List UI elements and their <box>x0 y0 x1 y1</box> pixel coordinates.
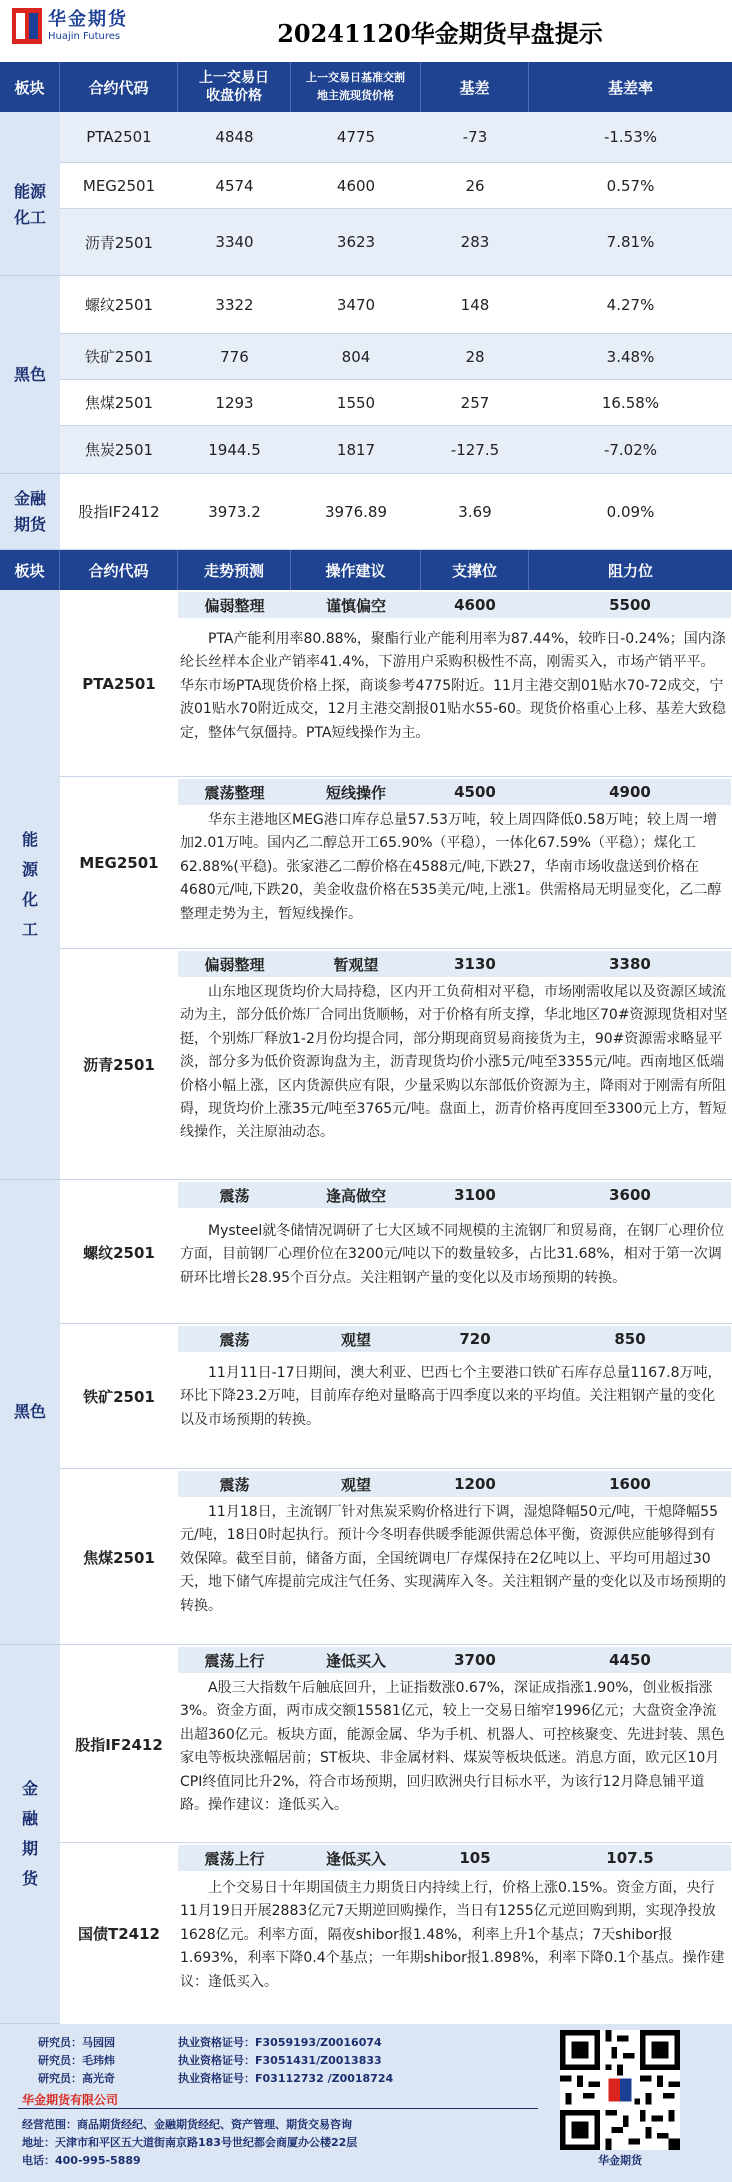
logo-text-en: Huajin Futures <box>48 31 121 42</box>
researcher-cert: 执业资格证号：F03112732 /Z0018724 <box>178 2072 394 2085</box>
table-row <box>60 209 732 276</box>
close-price: 1944.5 <box>208 440 261 459</box>
spot-price: 3470 <box>336 295 376 314</box>
qr-code-icon <box>560 2030 680 2150</box>
basis-sector-energy: 能源 化工 <box>0 134 60 276</box>
operation-advice: 逢低买入 <box>325 1651 386 1670</box>
basis-rate: -1.53% <box>603 128 658 146</box>
resistance-level: 1600 <box>609 1475 651 1493</box>
company-phone: 电话：400-995-5889 <box>22 2154 141 2167</box>
trend-prediction: 偏弱整理 <box>204 596 265 615</box>
header-cell-basis-rate: 基差率 <box>607 78 653 97</box>
operation-advice: 逢高做空 <box>325 1186 386 1205</box>
close-price: 3340 <box>215 233 254 251</box>
trend-prediction: 震荡 <box>219 1475 250 1494</box>
analysis-text: A股三大指数午后触底回升，上证指数涨0.67%，深证成指涨1.90%，创业板指涨3%。资金方面，两市成交额15581亿元，较上一交易日缩窄1996亿元；大盘资金净流出超360亿元。板块方面，能源金属、华为手机、机器人、可控核聚变、先进封装、黑色家电等板块涨幅居前；ST板块、非金属材料、煤炭等板块低迷。消息方面，欧元区10月CPI终值同比升2%，符合市场预期，回归欧洲央行目标水平，为该行12月降息铺平道路。操作建议：逢低买入。 <box>180 1680 725 1814</box>
basis-rate: 3.48% <box>606 347 655 366</box>
outlook-sector-ferrous: 黑色 <box>0 1180 60 1645</box>
qr-label: 华金期货 <box>598 2154 642 2167</box>
table-row <box>60 380 732 426</box>
support-level: 3700 <box>454 1651 496 1669</box>
table-row <box>60 426 732 474</box>
basis-table-header <box>0 62 732 112</box>
outlook-sector-finance: 金 融 期 货 <box>0 1645 60 2024</box>
close-price: 4848 <box>215 128 254 146</box>
page-title: 20241120华金期货早盘提示 <box>277 19 603 48</box>
header-cell-basis: 基差 <box>421 62 529 112</box>
basis-rate: 16.58% <box>601 393 660 412</box>
resistance-level: 850 <box>614 1330 646 1348</box>
spot-price: 3623 <box>336 233 376 251</box>
support-level: 4600 <box>454 596 496 614</box>
resistance-level: 5500 <box>609 596 651 614</box>
contract-code: 国债T2412 <box>78 1925 160 1943</box>
contract-code: 焦煤2501 <box>83 1548 155 1567</box>
header-cell-resistance: 阻力位 <box>607 561 653 580</box>
outlook-item-iron-ore <box>60 1324 732 1469</box>
contract-code: 焦炭2501 <box>84 441 154 459</box>
operation-advice: 短线操作 <box>325 783 386 802</box>
trend-prediction: 震荡 <box>219 1186 250 1205</box>
table-row <box>60 163 732 209</box>
outlook-item-t <box>60 1843 732 2024</box>
header-cell-code: 合约代码 <box>60 62 178 112</box>
header-cell-sector: 板块 <box>0 550 60 590</box>
analysis-text: Mysteel就冬储情况调研了七大区域不同规模的主流钢厂和贸易商，在钢厂心理价位方面，目前钢厂心理价位在3200元/吨以下的数量较多，占比31.68%，相对于第一次调研环比增长28.95个百分点。关注粗钢产量的变化以及市场预期的转换。 <box>180 1223 725 1286</box>
spot-price: 1817 <box>336 440 376 459</box>
company-name: 华金期货有限公司 <box>22 2093 119 2107</box>
resistance-level: 107.5 <box>606 1849 654 1867</box>
contract-code: PTA2501 <box>82 674 156 693</box>
basis-rate: 0.09% <box>606 502 655 521</box>
company-address: 地址：天津市和平区五大道街南京路183号世纪都会商厦办公楼22层 <box>22 2136 358 2149</box>
spot-price: 804 <box>341 347 371 366</box>
prediction-row <box>178 1647 731 1673</box>
analysis-text: 华东主港地区MEG港口库存总量57.53万吨，较上周四降低0.58万吨；较上周一增加2.01万吨。国内乙二醇总开工65.90%（平稳），一体化67.59%（平稳）；煤化工62.88%(平稳)。张家港乙二醇价格在4588元/吨,下跌27，华南市场收盘送到价格在4680元/吨,下跌20，美金收盘价格在535美元/吨,上涨1。供需格局无明显变化，乙二醇整理走势为主，暂短线操作。 <box>180 812 722 922</box>
outlook-item-meg <box>60 777 732 949</box>
trend-prediction: 震荡上行 <box>204 1651 265 1670</box>
close-price: 776 <box>220 347 249 366</box>
business-scope: 经营范围：商品期货经纪、金融期货经纪、资产管理、期货交易咨询 <box>22 2118 352 2131</box>
trend-prediction: 震荡整理 <box>204 783 265 802</box>
researcher-cert: 执业资格证号：F3059193/Z0016074 <box>178 2036 382 2049</box>
contract-code: 铁矿2501 <box>84 348 154 366</box>
analysis-text: 11月18日，主流钢厂针对焦炭采购价格进行下调，湿熄降幅50元/吨，干熄降幅55元/吨，18日0时起执行。预计今冬明春供暖季能源供需总体平衡，资源供应能够得到有效保障。截至目前，储备方面，全国统调电厂存煤保持在2亿吨以上、平均可用超过30天，地下储气库提前完成注气任务、实现满库入冬。关注粗钢产量的变化以及市场预期的转换。 <box>180 1504 726 1614</box>
table-row <box>60 276 732 334</box>
contract-code: 沥青2501 <box>84 233 154 252</box>
outlook-item-coking-coal <box>60 1469 732 1645</box>
resistance-level: 4900 <box>609 783 651 801</box>
basis-value: 28 <box>465 347 485 366</box>
contract-code: MEG2501 <box>82 176 156 195</box>
spot-price: 4600 <box>336 176 376 195</box>
contract-code: 股指IF2412 <box>78 503 160 521</box>
operation-advice: 谨慎偏空 <box>325 596 386 615</box>
header <box>0 0 732 62</box>
basis-rate: 4.27% <box>606 295 655 314</box>
support-level: 4500 <box>454 783 496 801</box>
close-price: 1293 <box>215 393 254 412</box>
header-cell-trend: 走势预测 <box>178 550 291 590</box>
resistance-level: 4450 <box>609 1651 651 1669</box>
table-row <box>60 334 732 380</box>
prediction-row <box>178 1845 731 1871</box>
table-row <box>60 474 732 550</box>
basis-sector-finance: 金融 期货 <box>0 474 60 550</box>
researcher-name: 研究员：高光奇 <box>38 2072 115 2085</box>
close-price: 3322 <box>215 295 254 314</box>
basis-value: 148 <box>460 295 490 314</box>
resistance-level: 3380 <box>609 955 651 973</box>
basis-rate: 0.57% <box>606 176 655 195</box>
basis-value: -73 <box>462 128 488 146</box>
analysis-text: 11月11日-17日期间，澳大利亚、巴西七个主要港口铁矿石库存总量1167.8万吨，环比下降23.2万吨，目前库存绝对量略高于四季度以来的平均值。关注粗钢产量的变化以及市场预期的转换。 <box>180 1365 722 1428</box>
outlook-item-pta <box>60 590 732 777</box>
support-level: 3100 <box>454 1186 496 1204</box>
operation-advice: 暂观望 <box>333 955 379 974</box>
researcher-name: 研究员：马园园 <box>38 2036 115 2049</box>
table-row <box>60 112 732 163</box>
contract-code: PTA2501 <box>86 128 152 146</box>
support-level: 3130 <box>454 955 496 973</box>
spot-price: 4775 <box>336 128 376 146</box>
analysis-text: PTA产能利用率80.88%，聚酯行业产能利用率为87.44%，较昨日-0.24%；国内涤纶长丝样本企业产销率41.4%，下游用户采购积极性不高，刚需买入，市场产销平平。华东市场PTA现货价格上探，商谈参考4775附近。11月主港交割01贴水70-72成交，宁波01贴水70附近成交，12月主港交割报01贴水55-60。现货价格重心上移、基差大致稳定，整体气氛僵持。PTA短线操作为主。 <box>180 631 726 741</box>
spot-price: 3976.89 <box>324 502 388 521</box>
header-cell-spot: 上一交易日基准交割 地主流现货价格 <box>291 62 421 112</box>
contract-code: 螺纹2501 <box>83 1243 155 1262</box>
analysis-text: 山东地区现货均价大局持稳，区内开工负荷相对平稳，市场刚需收尾以及资源区域流动为主，部分低价炼厂合同出货顺畅，对于价格有所支撑，华北地区70#资源现货相对坚挺，个别炼厂释放1-2月份均提合同，部分期现商贸易商接货为主，90#资源需求略显平淡，部分多为低价资源询盘为主，沥青现货均价小涨5元/吨至3355元/吨。西南地区低端价格小幅上涨，区内货源供应有限，少量采购以东部低价资源为主，降雨对于刚需有所阻碍，现货均价上涨35元/吨至3765元/吨。盘面上，沥青价格再度回至3300元上方，暂短线操作，关注原油动态。 <box>180 984 728 1141</box>
operation-advice: 观望 <box>340 1475 371 1494</box>
contract-code: 铁矿2501 <box>83 1388 155 1406</box>
researcher-name: 研究员：毛玮炜 <box>38 2054 115 2067</box>
support-level: 720 <box>459 1330 491 1348</box>
close-price: 4574 <box>215 176 254 195</box>
prediction-row <box>178 779 731 805</box>
support-level: 1200 <box>454 1475 496 1493</box>
outlook-item-bitumen <box>60 949 732 1180</box>
basis-value: 26 <box>465 176 485 195</box>
operation-advice: 逢低买入 <box>325 1849 386 1868</box>
trend-prediction: 震荡 <box>219 1330 250 1349</box>
contract-code: 股指IF2412 <box>75 1735 163 1754</box>
header-cell-close: 上一交易日 收盘价格 <box>178 62 291 112</box>
prediction-row <box>178 1182 731 1208</box>
trend-prediction: 偏弱整理 <box>204 955 265 974</box>
prediction-row <box>178 1326 731 1352</box>
outlook-item-rebar <box>60 1180 732 1324</box>
outlook-item-if <box>60 1645 732 1843</box>
support-level: 105 <box>459 1849 491 1867</box>
contract-code: 螺纹2501 <box>84 296 154 314</box>
logo-text-cn: 华金期货 <box>48 9 128 30</box>
logo <box>12 8 128 44</box>
prediction-row <box>178 592 731 618</box>
basis-value: -127.5 <box>450 440 500 459</box>
huajin-logo-icon <box>12 8 42 44</box>
header-cell-sector: 板块 <box>0 62 60 112</box>
basis-value: 283 <box>460 233 490 251</box>
basis-value: 257 <box>460 393 490 412</box>
spot-price: 1550 <box>336 393 376 412</box>
prediction-row <box>178 1471 731 1497</box>
basis-value: 3.69 <box>458 502 492 521</box>
header-cell-advice: 操作建议 <box>291 550 421 590</box>
prediction-row <box>178 951 731 977</box>
researcher-cert: 执业资格证号：F3051431/Z0013833 <box>178 2054 382 2067</box>
analysis-text: 上个交易日十年期国债主力期货日内持续上行，价格上涨0.15%。资金方面，央行11月19日开展2883亿元7天期逆回购操作，当日有1255亿元逆回购到期，实现净投放1628亿元。利率方面，隔夜shibor报1.48%，利率上升1个基点；7天shibor报1.693%，利率下降0.4个基点；一年期shibor报1.898%，利率下降0.1个基点。操作建议：逢低买入。 <box>180 1880 725 1990</box>
outlook-sector-energy: 能 源 化 工 <box>0 590 60 1180</box>
contract-code: 沥青2501 <box>83 1056 155 1074</box>
resistance-level: 3600 <box>609 1186 651 1204</box>
basis-rate: 7.81% <box>606 233 655 251</box>
operation-advice: 观望 <box>340 1330 371 1349</box>
basis-rate: -7.02% <box>603 440 658 459</box>
contract-code: MEG2501 <box>79 854 159 872</box>
trend-prediction: 震荡上行 <box>204 1849 265 1868</box>
outlook-table-header <box>0 550 732 590</box>
header-cell-code: 合约代码 <box>60 550 178 590</box>
header-cell-support: 支撑位 <box>421 550 529 590</box>
close-price: 3973.2 <box>208 502 261 521</box>
contract-code: 焦煤2501 <box>84 394 154 412</box>
basis-sector-ferrous: 黑色 <box>0 276 60 474</box>
